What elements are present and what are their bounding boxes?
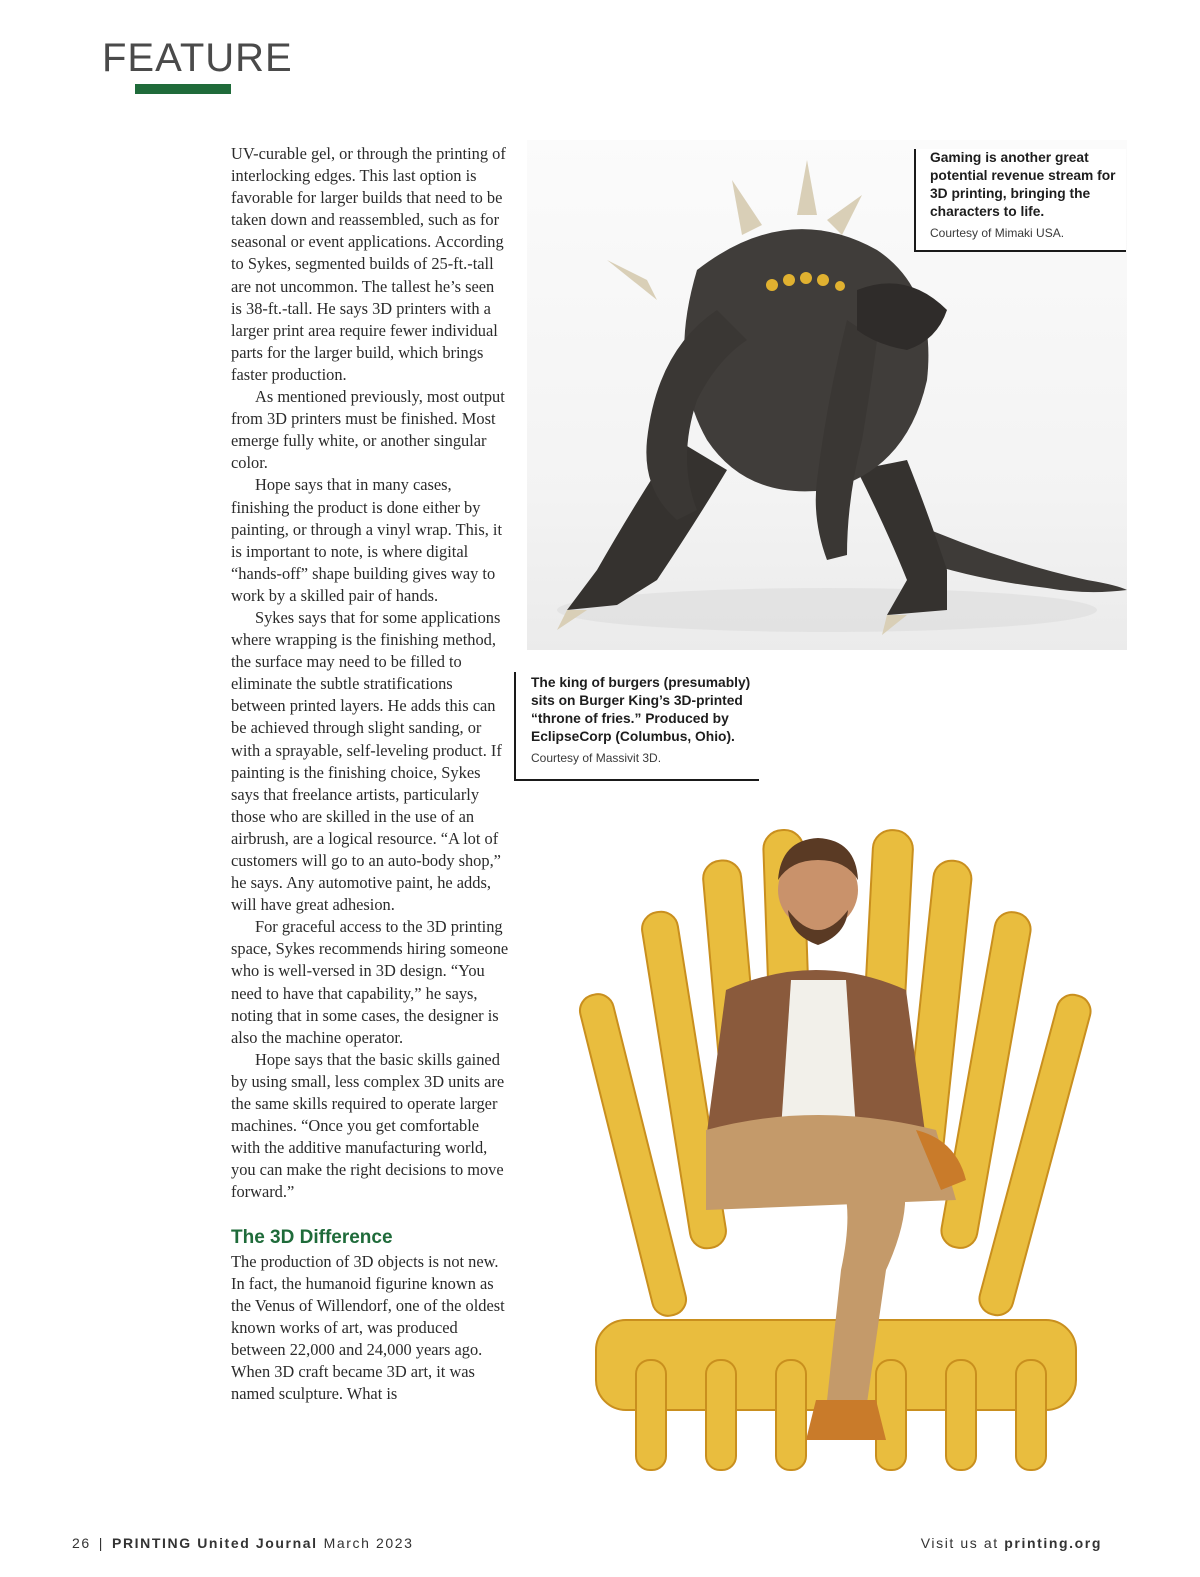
article-paragraph: For graceful access to the 3D printing space, Sykes recommends hiring someone who is well-versed in 3D design. “You need to have that capability,” he says, noting that in some cases, the designer is also the machine operator.: [231, 917, 509, 1047]
visit-text: Visit us at: [920, 1535, 999, 1551]
throne-photo-caption: [514, 672, 759, 781]
article-paragraph: UV-curable gel, or through the printing of interlocking edges. This last option is favorable for larger builds that need to be taken down and reassembled, such as for seasonal or event applications. According to Sykes, segmented builds of 25-ft.-tall are not uncommon. The tallest he’s seen is 38-ft.-tall. He says 3D printers with a larger print area require fewer individual parts for the larger build, which brings faster production.: [231, 144, 506, 384]
section-header: FEATURE: [102, 36, 293, 80]
monster-photo-caption: [914, 149, 1126, 252]
article-paragraph: Hope says that in many cases, finishing the product is done either by painting, or through a vinyl wrap. This, it is important to note, is where digital “hands-off” shape building gives way to work by a skilled pair of hands.: [231, 475, 503, 605]
article-paragraph: Sykes says that for some applications where wrapping is the finishing method, the surface may need to be filled to eliminate the subtle stratifications between printed layers. He adds this can be achieved through slight sanding, or with a sprayable, self-leveling product. If painting is the finishing choice, Sykes says that freelance artists, particularly those who are skilled in the use of an airbrush, are a logical resource. “A lot of customers will go to an auto-body shop,” he says. Any automotive paint, he adds, will have great adhesion.: [231, 607, 502, 915]
publication-name: PRINTING United Journal: [112, 1535, 318, 1551]
caption-title: The king of burgers (presumably) sits on Burger King’s 3D-printed “throne of fries.” Produced by EclipseCorp (Columbus, Ohio).: [531, 675, 751, 744]
caption-credit: Courtesy of Massivit 3D.: [531, 751, 662, 765]
website-link[interactable]: printing.org: [1004, 1535, 1102, 1551]
article-subhead: The 3D Difference: [231, 1226, 393, 1248]
caption-credit: Courtesy of Mimaki USA.: [930, 226, 1065, 240]
throne-of-fries-photo: [556, 800, 1116, 1480]
caption-title: Gaming is another great potential revenue stream for 3D printing, bringing the characters to life.: [930, 150, 1116, 219]
section-header-rule: [135, 84, 231, 94]
article-paragraph: As mentioned previously, most output from 3D printers must be finished. Most emerge fully white, or another singular color.: [231, 387, 505, 473]
article-paragraph: Hope says that the basic skills gained by using small, less complex 3D units are the same skills required to operate larger machines. “Once you get comfortable with the additive manufacturing world, you can make the right decisions to move forward.”: [231, 1049, 505, 1202]
footer-separator: |: [98, 1535, 105, 1551]
footer-publication-info: [72, 1535, 414, 1551]
article-body: [231, 143, 509, 1405]
footer-website: [921, 1535, 1102, 1551]
page-number: 26: [72, 1535, 91, 1551]
issue-date: March 2023: [323, 1535, 414, 1551]
article-paragraph: The production of 3D objects is not new. In fact, the humanoid figurine known as the Venus of Willendorf, one of the oldest known works of art, was produced between 22,000 and 24,000 years ago. When 3D craft became 3D art, it was named sculpture. What is: [231, 1251, 505, 1404]
